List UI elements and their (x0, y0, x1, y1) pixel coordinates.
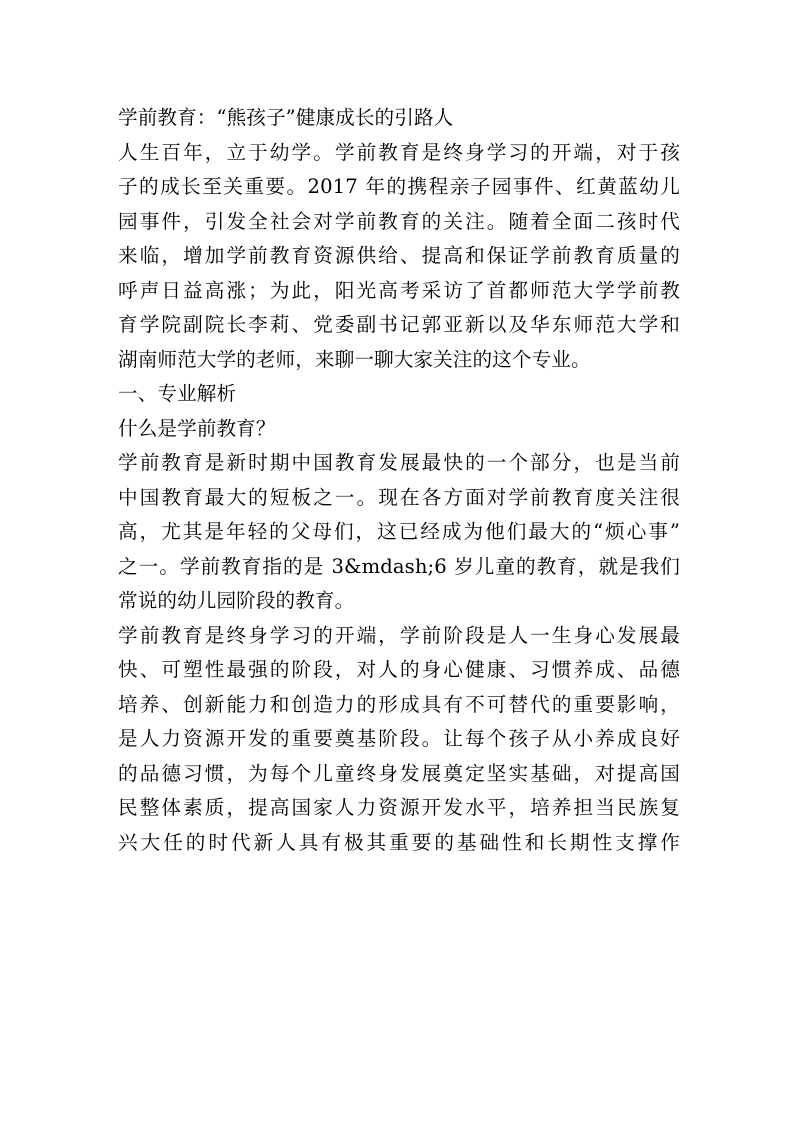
document-title: 学前教育：“熊孩子”健康成长的引路人 (118, 106, 454, 129)
document-page (118, 101, 680, 860)
paragraph-line: 之一。学前教育指的是 3&mdash;6 岁儿童的教育，就是我们 (118, 554, 680, 578)
paragraph-line: 来临，增加学前教育资源供给、提高和保证学前教育质量的 (118, 244, 680, 267)
paragraph-line: 常说的幼儿园阶段的教育。 (118, 589, 355, 612)
paragraph-line: 呼声日益高涨；为此，阳光高考采访了首都师范大学学前教 (118, 278, 680, 302)
paragraph-line: 育学院副院长李莉、党委副书记郭亚新以及华东师范大学和 (118, 313, 680, 336)
paragraph-line: 中国教育最大的短板之一。现在各方面对学前教育度关注很 (118, 485, 680, 509)
paragraph-line: 兴大任的时代新人具有极其重要的基础性和长期性支撑作 (118, 830, 680, 854)
paragraph-line: 是人力资源开发的重要奠基阶段。让每个孩子从小养成良好 (118, 727, 680, 750)
subsection-heading: 什么是学前教育？ (118, 416, 276, 440)
paragraph-line: 高，尤其是年轻的父母们，这已经成为他们最大的“烦心事” (118, 520, 680, 543)
section-heading: 一、专业解析 (118, 382, 237, 405)
paragraph-line: 子的成长至关重要。2017 年的携程亲子园事件、红黄蓝幼儿 (118, 175, 680, 198)
paragraph-line: 学前教育是新时期中国教育发展最快的一个部分，也是当前 (118, 451, 680, 474)
paragraph-line: 的品德习惯，为每个儿童终身发展奠定坚实基础，对提高国 (118, 761, 680, 785)
paragraph-line: 园事件，引发全社会对学前教育的关注。随着全面二孩时代 (118, 209, 680, 233)
paragraph-line: 湖南师范大学的老师，来聊一聊大家关注的这个专业。 (118, 347, 591, 371)
paragraph-line: 培养、创新能力和创造力的形成具有不可替代的重要影响， (118, 692, 680, 716)
paragraph-line: 民整体素质，提高国家人力资源开发水平，培养担当民族复 (118, 796, 680, 819)
paragraph-line: 快、可塑性最强的阶段，对人的身心健康、习惯养成、品德 (118, 658, 680, 681)
paragraph-line: 学前教育是终身学习的开端，学前阶段是人一生身心发展最 (118, 623, 680, 647)
paragraph-line: 人生百年，立于幼学。学前教育是终身学习的开端，对于孩 (118, 140, 680, 164)
